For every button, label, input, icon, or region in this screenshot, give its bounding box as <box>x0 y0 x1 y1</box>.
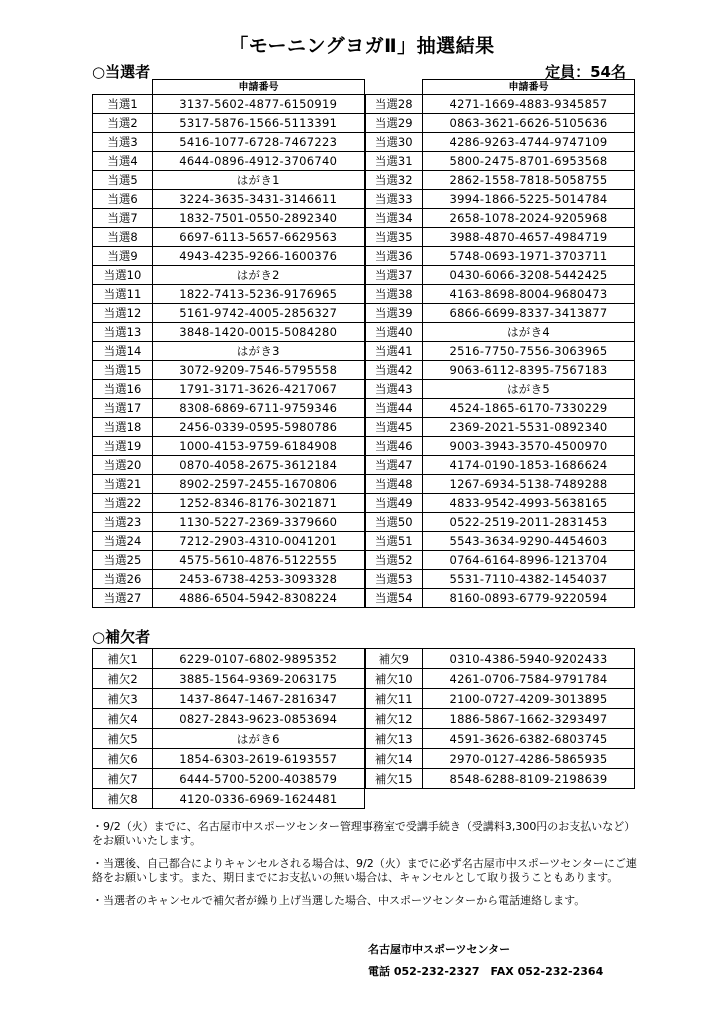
entry-label: 当選11 <box>93 285 153 304</box>
entry-label: 当選46 <box>365 437 423 456</box>
winner-row <box>93 437 635 456</box>
application-number: 1130-5227-2369-3379660 <box>153 513 365 532</box>
application-number: 4575-5610-4876-5122555 <box>153 551 365 570</box>
application-number: 5317-5876-1566-5113391 <box>153 114 365 133</box>
entry-label: 当選51 <box>365 532 423 551</box>
entry-label: 当選41 <box>365 342 423 361</box>
winner-row <box>93 342 635 361</box>
application-number: 4120-0336-6969-1624481 <box>153 789 365 809</box>
entry-label: 補欠14 <box>365 749 423 769</box>
application-number: 6866-6699-8337-3413877 <box>423 304 635 323</box>
winner-row <box>93 114 635 133</box>
waitlist-table <box>92 648 635 809</box>
note-item: ・当選後、自己都合によりキャンセルされる場合は、9/2（火）までに必ず名古屋市中スポーツセンターにご連絡をお願いします。また、期日までにお支払いの無い場合は、キャンセルとして取り扱うこともあります。 <box>92 857 637 884</box>
entry-label: 当選40 <box>365 323 423 342</box>
entry-label: 補欠5 <box>93 729 153 749</box>
application-number: 4591-3626-6382-6803745 <box>423 729 635 749</box>
winner-row <box>93 380 635 399</box>
winner-row <box>93 551 635 570</box>
entry-label: 当選25 <box>93 551 153 570</box>
application-number: はがき3 <box>153 342 365 361</box>
waitlist-row <box>93 789 635 809</box>
waitlist-row <box>93 729 635 749</box>
application-number: 1886-5867-1662-3293497 <box>423 709 635 729</box>
application-number: 3994-1866-5225-5014784 <box>423 190 635 209</box>
entry-label: 当選39 <box>365 304 423 323</box>
application-number: 7212-2903-4310-0041201 <box>153 532 365 551</box>
application-number: はがき2 <box>153 266 365 285</box>
entry-label: 補欠8 <box>93 789 153 809</box>
application-number: 4174-0190-1853-1686624 <box>423 456 635 475</box>
entry-label: 当選49 <box>365 494 423 513</box>
winner-row <box>93 494 635 513</box>
application-number: 2970-0127-4286-5865935 <box>423 749 635 769</box>
entry-label: 当選24 <box>93 532 153 551</box>
entry-label: 当選4 <box>93 152 153 171</box>
application-number: 2456-0339-0595-5980786 <box>153 418 365 437</box>
entry-label: 当選31 <box>365 152 423 171</box>
waitlist-row <box>93 649 635 669</box>
note-item: ・9/2（火）までに、名古屋市中スポーツセンター管理事務室で受講手続き（受講料3,300円のお支払いなど）をお願いいたします。 <box>92 820 636 847</box>
entry-label: 補欠7 <box>93 769 153 789</box>
column-header-right: 申請番号 <box>423 80 635 95</box>
entry-label: 補欠10 <box>365 669 423 689</box>
entry-label: 当選8 <box>93 228 153 247</box>
entry-label: 当選53 <box>365 570 423 589</box>
application-number: 1822-7413-5236-9176965 <box>153 285 365 304</box>
winner-row <box>93 228 635 247</box>
entry-label: 当選36 <box>365 247 423 266</box>
winner-row <box>93 323 635 342</box>
application-number: 5531-7110-4382-1454037 <box>423 570 635 589</box>
application-number: 4644-0896-4912-3706740 <box>153 152 365 171</box>
application-number: 2516-7750-7556-3063965 <box>423 342 635 361</box>
entry-label: 当選14 <box>93 342 153 361</box>
application-number: 1252-8346-8176-3021871 <box>153 494 365 513</box>
entry-label: 当選21 <box>93 475 153 494</box>
entry-label: 当選20 <box>93 456 153 475</box>
entry-label: 当選32 <box>365 171 423 190</box>
entry-label: 当選50 <box>365 513 423 532</box>
application-number: 0870-4058-2675-3612184 <box>153 456 365 475</box>
entry-label: 当選33 <box>365 190 423 209</box>
application-number: 4271-1669-4883-9345857 <box>423 95 635 114</box>
entry-label: 補欠12 <box>365 709 423 729</box>
entry-label: 当選35 <box>365 228 423 247</box>
application-number: 4943-4235-9266-1600376 <box>153 247 365 266</box>
application-number: 3885-1564-9369-2063175 <box>153 669 365 689</box>
entry-label: 当選19 <box>93 437 153 456</box>
application-number: はがき6 <box>153 729 365 749</box>
application-number: 3137-5602-4877-6150919 <box>153 95 365 114</box>
entry-label: 当選23 <box>93 513 153 532</box>
winner-row <box>93 285 635 304</box>
entry-label: 当選5 <box>93 171 153 190</box>
notes <box>92 820 640 917</box>
application-number: 2862-1558-7818-5058755 <box>423 171 635 190</box>
application-number: 4261-0706-7584-9791784 <box>423 669 635 689</box>
entry-label: 当選37 <box>365 266 423 285</box>
application-number: 5800-2475-8701-6953568 <box>423 152 635 171</box>
entry-label: 補欠15 <box>365 769 423 789</box>
application-number: はがき1 <box>153 171 365 190</box>
application-number: 9063-6112-8395-7567183 <box>423 361 635 380</box>
entry-label: 当選52 <box>365 551 423 570</box>
entry-label: 当選15 <box>93 361 153 380</box>
application-number: 8902-2597-2455-1670806 <box>153 475 365 494</box>
winner-row <box>93 475 635 494</box>
footer-organization: 名古屋市中スポーツセンター <box>368 943 511 956</box>
application-number: 4163-8698-8004-9680473 <box>423 285 635 304</box>
entry-label: 補欠4 <box>93 709 153 729</box>
winner-row <box>93 532 635 551</box>
column-header-left: 申請番号 <box>153 80 365 95</box>
application-number: はがき5 <box>423 380 635 399</box>
application-number: 1791-3171-3626-4217067 <box>153 380 365 399</box>
entry-label: 当選30 <box>365 133 423 152</box>
application-number: 2658-1078-2024-9205968 <box>423 209 635 228</box>
entry-label: 当選7 <box>93 209 153 228</box>
entry-label: 当選13 <box>93 323 153 342</box>
application-number: 4286-9263-4744-9747109 <box>423 133 635 152</box>
footer-contact: 電話 052-232-2327 FAX 052-232-2364 <box>368 965 604 978</box>
winners-heading: ○当選者 <box>92 63 151 81</box>
entry-label: 当選43 <box>365 380 423 399</box>
entry-label: 補欠13 <box>365 729 423 749</box>
application-number: 2453-6738-4253-3093328 <box>153 570 365 589</box>
application-number: 6229-0107-6802-9895352 <box>153 649 365 669</box>
winner-row <box>93 171 635 190</box>
application-number: 8160-0893-6779-9220594 <box>423 589 635 608</box>
entry-label: 当選9 <box>93 247 153 266</box>
application-number: 3224-3635-3431-3146611 <box>153 190 365 209</box>
winner-row <box>93 133 635 152</box>
entry-label: 当選34 <box>365 209 423 228</box>
application-number: 5748-0693-1971-3703711 <box>423 247 635 266</box>
entry-label: 当選27 <box>93 589 153 608</box>
application-number: 5416-1077-6728-7467223 <box>153 133 365 152</box>
note-item: ・当選者のキャンセルで補欠者が繰り上げ当選した場合、中スポーツセンターから電話連絡します。 <box>92 894 586 907</box>
entry-label: 当選17 <box>93 399 153 418</box>
winner-row <box>93 304 635 323</box>
entry-label: 補欠3 <box>93 689 153 709</box>
entry-label: 当選48 <box>365 475 423 494</box>
entry-label: 当選18 <box>93 418 153 437</box>
application-number: 5543-3634-9290-4454603 <box>423 532 635 551</box>
application-number: 0764-6164-8996-1213704 <box>423 551 635 570</box>
winner-row <box>93 361 635 380</box>
entry-label: 当選44 <box>365 399 423 418</box>
entry-label: 補欠11 <box>365 689 423 709</box>
winner-row <box>93 513 635 532</box>
entry-label: 当選3 <box>93 133 153 152</box>
waitlist-row <box>93 709 635 729</box>
entry-label: 当選2 <box>93 114 153 133</box>
application-number: 0827-2843-9623-0853694 <box>153 709 365 729</box>
entry-label: 当選45 <box>365 418 423 437</box>
winner-row <box>93 95 635 114</box>
entry-label: 補欠6 <box>93 749 153 769</box>
application-number: 8308-6869-6711-9759346 <box>153 399 365 418</box>
application-number: 1000-4153-9759-6184908 <box>153 437 365 456</box>
capacity-label: 定員：54名 <box>545 63 626 81</box>
application-number: 2100-0727-4209-3013895 <box>423 689 635 709</box>
winner-row <box>93 589 635 608</box>
application-number: 1437-8647-1467-2816347 <box>153 689 365 709</box>
page-title: 「モーニングヨガⅡ」抽選結果 <box>229 35 495 57</box>
entry-label: 当選1 <box>93 95 153 114</box>
winner-row <box>93 152 635 171</box>
entry-label: 当選10 <box>93 266 153 285</box>
entry-label: 当選42 <box>365 361 423 380</box>
application-number: 4886-6504-5942-8308224 <box>153 589 365 608</box>
winner-row <box>93 266 635 285</box>
application-number: 2369-2021-5531-0892340 <box>423 418 635 437</box>
waitlist-row <box>93 669 635 689</box>
entry-label: 当選29 <box>365 114 423 133</box>
waitlist-row <box>93 749 635 769</box>
application-number: 4833-9542-4993-5638165 <box>423 494 635 513</box>
waitlist-heading: ○補欠者 <box>92 628 151 646</box>
winner-row <box>93 570 635 589</box>
application-number: 6697-6113-5657-6629563 <box>153 228 365 247</box>
waitlist-row <box>93 689 635 709</box>
application-number: 0310-4386-5940-9202433 <box>423 649 635 669</box>
application-number: 4524-1865-6170-7330229 <box>423 399 635 418</box>
entry-label: 当選26 <box>93 570 153 589</box>
entry-label: 補欠2 <box>93 669 153 689</box>
application-number: 9003-3943-3570-4500970 <box>423 437 635 456</box>
winners-table <box>92 79 635 608</box>
application-number: 8548-6288-8109-2198639 <box>423 769 635 789</box>
entry-label: 当選6 <box>93 190 153 209</box>
entry-label: 当選22 <box>93 494 153 513</box>
winner-row <box>93 399 635 418</box>
winner-row <box>93 209 635 228</box>
application-number: 6444-5700-5200-4038579 <box>153 769 365 789</box>
waitlist-row <box>93 769 635 789</box>
application-number: はがき4 <box>423 323 635 342</box>
application-number: 5161-9742-4005-2856327 <box>153 304 365 323</box>
entry-label: 当選54 <box>365 589 423 608</box>
entry-label: 補欠1 <box>93 649 153 669</box>
winner-row <box>93 190 635 209</box>
entry-label: 当選38 <box>365 285 423 304</box>
application-number: 1832-7501-0550-2892340 <box>153 209 365 228</box>
application-number: 0863-3621-6626-5105636 <box>423 114 635 133</box>
winner-row <box>93 247 635 266</box>
entry-label: 当選16 <box>93 380 153 399</box>
entry-label: 当選47 <box>365 456 423 475</box>
application-number: 3848-1420-0015-5084280 <box>153 323 365 342</box>
application-number: 3072-9209-7546-5795558 <box>153 361 365 380</box>
entry-label: 当選28 <box>365 95 423 114</box>
winner-row <box>93 456 635 475</box>
application-number: 0430-6066-3208-5442425 <box>423 266 635 285</box>
application-number: 3988-4870-4657-4984719 <box>423 228 635 247</box>
application-number: 1267-6934-5138-7489288 <box>423 475 635 494</box>
entry-label: 当選12 <box>93 304 153 323</box>
application-number: 0522-2519-2011-2831453 <box>423 513 635 532</box>
application-number: 1854-6303-2619-6193557 <box>153 749 365 769</box>
winner-row <box>93 418 635 437</box>
entry-label: 補欠9 <box>365 649 423 669</box>
